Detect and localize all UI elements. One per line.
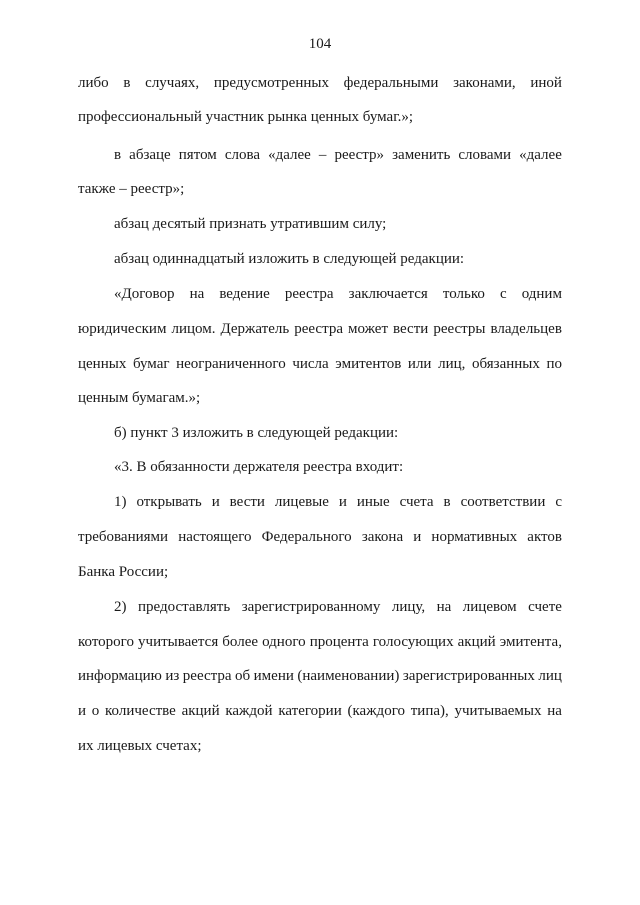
word: эмитента, bbox=[499, 634, 562, 650]
word: Держатель bbox=[220, 321, 290, 337]
word: реестра bbox=[284, 286, 334, 302]
text-line bbox=[78, 633, 562, 651]
text-line bbox=[114, 598, 562, 616]
word: слова bbox=[224, 147, 261, 163]
word: акций bbox=[181, 703, 220, 719]
word: соответствии bbox=[460, 494, 546, 510]
text-line: также – реестр»; bbox=[78, 181, 185, 197]
word: вести bbox=[229, 494, 265, 510]
word: и bbox=[211, 494, 220, 510]
word: и bbox=[338, 494, 347, 510]
word: учитывается bbox=[138, 634, 219, 650]
word: категории bbox=[278, 703, 342, 719]
word: из bbox=[165, 668, 180, 684]
word: каждой bbox=[225, 703, 273, 719]
word: 2) bbox=[114, 599, 127, 615]
word: юридическим bbox=[78, 321, 167, 337]
word: Федерального bbox=[261, 529, 352, 545]
word: федеральными bbox=[343, 75, 439, 91]
text-line: абзац одиннадцатый изложить в следующей редакции: bbox=[114, 251, 465, 267]
text-line: их лицевых счетах; bbox=[78, 738, 202, 754]
text-line: Банка России; bbox=[78, 564, 169, 580]
word: одного bbox=[262, 634, 306, 650]
word: в bbox=[443, 494, 451, 510]
word: имени bbox=[253, 668, 294, 684]
word: более bbox=[222, 634, 259, 650]
word: лицевом bbox=[462, 599, 517, 615]
word: реестр» bbox=[334, 147, 385, 163]
word: «далее bbox=[519, 147, 562, 163]
word: ценных bbox=[78, 356, 127, 372]
word: количестве bbox=[105, 703, 176, 719]
text-line bbox=[78, 355, 562, 373]
word: об bbox=[235, 668, 251, 684]
word: (каждого bbox=[347, 703, 405, 719]
word: неограниченного bbox=[176, 356, 286, 372]
word: заключается bbox=[348, 286, 428, 302]
text-line bbox=[78, 74, 562, 92]
word: лицу, bbox=[391, 599, 426, 615]
word: акций bbox=[457, 634, 496, 650]
word: типа), bbox=[410, 703, 449, 719]
word: требованиями bbox=[78, 529, 169, 545]
word: одним bbox=[521, 286, 562, 302]
word: 1) bbox=[114, 494, 127, 510]
word: заменить bbox=[392, 147, 451, 163]
word: с bbox=[555, 494, 562, 510]
text-line bbox=[114, 285, 562, 303]
text-line: абзац десятый признать утратившим силу; bbox=[114, 216, 387, 232]
word: вести bbox=[393, 321, 429, 337]
word: на bbox=[547, 703, 562, 719]
word: предоставлять bbox=[137, 599, 231, 615]
word: лиц bbox=[538, 668, 562, 684]
word: которого bbox=[78, 634, 134, 650]
word: предусмотренных bbox=[213, 75, 329, 91]
word: счете bbox=[528, 599, 562, 615]
word: лицевые bbox=[274, 494, 329, 510]
word: и bbox=[78, 703, 87, 719]
word: бумаг bbox=[132, 356, 170, 372]
word: закона bbox=[361, 529, 404, 545]
word: информацию bbox=[78, 668, 162, 684]
word: – bbox=[318, 147, 327, 163]
word: голосующих bbox=[372, 634, 454, 650]
word: эмитентов bbox=[335, 356, 402, 372]
text-line: ценным бумагам.»; bbox=[78, 390, 201, 406]
word: ведение bbox=[219, 286, 270, 302]
text-line: профессиональный участник рынка ценных бумаг.»; bbox=[78, 109, 414, 125]
word: актов bbox=[527, 529, 562, 545]
word: процента bbox=[309, 634, 369, 650]
word: реестра bbox=[182, 668, 232, 684]
word: учитываемых bbox=[454, 703, 542, 719]
word: открывать bbox=[136, 494, 202, 510]
word: может bbox=[348, 321, 388, 337]
text-line: б) пункт 3 изложить в следующей редакции: bbox=[114, 425, 399, 441]
text-line bbox=[78, 702, 562, 720]
word: на bbox=[189, 286, 205, 302]
word: лицом. bbox=[171, 321, 216, 337]
word: пятом bbox=[178, 147, 217, 163]
word: реестры bbox=[433, 321, 486, 337]
word: (наименовании) bbox=[297, 668, 400, 684]
word: «далее bbox=[268, 147, 311, 163]
text-line bbox=[114, 493, 562, 511]
word: либо bbox=[78, 75, 109, 91]
text-line bbox=[78, 528, 562, 546]
word: зарегистрированных bbox=[402, 668, 535, 684]
text-line: «3. В обязанности держателя реестра входит: bbox=[114, 459, 404, 475]
word: обязанных bbox=[471, 356, 540, 372]
word: нормативных bbox=[431, 529, 518, 545]
text-line bbox=[78, 320, 562, 338]
word: только bbox=[442, 286, 485, 302]
word: законами, bbox=[453, 75, 516, 91]
word: случаях, bbox=[145, 75, 200, 91]
word: с bbox=[499, 286, 507, 302]
word: словами bbox=[458, 147, 512, 163]
word: иной bbox=[530, 75, 562, 91]
word: числа bbox=[292, 356, 329, 372]
word: в bbox=[114, 147, 122, 163]
word: настоящего bbox=[178, 529, 252, 545]
word: в bbox=[123, 75, 131, 91]
word: абзаце bbox=[129, 147, 171, 163]
word: реестра bbox=[294, 321, 343, 337]
word: о bbox=[91, 703, 100, 719]
word: счета bbox=[399, 494, 434, 510]
word: зарегистрированному bbox=[241, 599, 381, 615]
word: лиц, bbox=[438, 356, 466, 372]
page-number: 104 bbox=[308, 36, 332, 52]
word: иные bbox=[356, 494, 390, 510]
word: и bbox=[413, 529, 422, 545]
text-line bbox=[78, 667, 562, 685]
word: по bbox=[546, 356, 562, 372]
word: «Договор bbox=[114, 286, 175, 302]
text-line bbox=[114, 146, 562, 164]
word: или bbox=[407, 356, 432, 372]
word: владельцев bbox=[490, 321, 562, 337]
word: на bbox=[436, 599, 452, 615]
